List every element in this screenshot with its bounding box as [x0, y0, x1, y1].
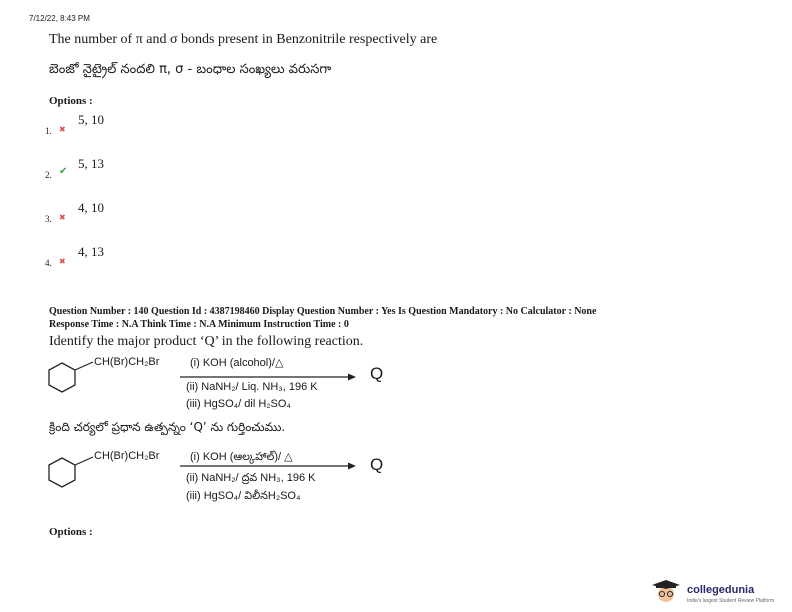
options-label: Options :	[49, 95, 93, 107]
substituent-label: CH(Br)CH₂Br	[94, 356, 160, 368]
option-value: 5, 10	[78, 112, 104, 127]
brand-name: collegedunia	[687, 584, 755, 596]
check-icon: ✔	[59, 166, 68, 177]
reagent-step-3: (iii) HgSO₄/ dil H₂SO₄	[186, 398, 291, 410]
question-text-english: Identify the major product ‘Q’ in the following reaction.	[49, 334, 364, 349]
option-value: 4, 10	[78, 200, 104, 215]
cross-icon: ✖	[59, 213, 66, 222]
reagent-step-1-telugu: (i) KOH (ఆల్కహాల్)/ △	[190, 451, 293, 463]
substituent-label: CH(Br)CH₂Br	[94, 450, 160, 462]
question-text-telugu: బెంజో నైట్రైల్ నందలి π, σ - బంధాల సంఖ్యలు వరుసగా	[49, 62, 332, 77]
option-number: 4.	[45, 258, 52, 268]
benzene-ring-icon	[49, 458, 75, 487]
product-label: Q	[370, 455, 384, 474]
option-value: 4, 13	[78, 244, 104, 259]
option-number: 2.	[45, 170, 52, 180]
option-number: 3.	[45, 214, 52, 224]
benzene-ring-icon	[49, 363, 75, 392]
product-label: Q	[370, 364, 384, 383]
options-label: Options :	[49, 526, 93, 538]
timestamp: 7/12/22, 8:43 PM	[29, 14, 90, 23]
cross-icon: ✖	[59, 257, 66, 266]
reagent-step-1: (i) KOH (alcohol)/△	[190, 357, 284, 369]
question-text-english: The number of π and σ bonds present in Benzonitrile respectively are	[49, 32, 438, 47]
cross-icon: ✖	[59, 125, 66, 134]
option-number: 1.	[45, 126, 52, 136]
option-value: 5, 13	[78, 156, 104, 171]
collegedunia-logo-icon	[650, 580, 684, 604]
question-meta-line2: Response Time : N.A Think Time : N.A Minimum Instruction Time : 0	[49, 319, 349, 330]
question-text-telugu: క్రింది చర్యలో ప్రధాన ఉత్పన్నం ‘Q’ ను గుర్తించుము.	[49, 420, 286, 434]
question-meta-line1: Question Number : 140 Question Id : 4387198460 Display Question Number : Yes Is Question Mandatory : No Calculator : None	[49, 306, 597, 317]
brand-tagline: India's largest Student Review Platform	[687, 598, 775, 604]
reagent-step-2: (ii) NaNH₂/ Liq. NH₃, 196 K	[186, 381, 318, 393]
reagent-step-3-telugu: (iii) HgSO₄/ విలీనH₂SO₄	[186, 490, 301, 502]
reagent-step-2-telugu: (ii) NaNH₂/ ద్రవ NH₃, 196 K	[186, 472, 316, 484]
